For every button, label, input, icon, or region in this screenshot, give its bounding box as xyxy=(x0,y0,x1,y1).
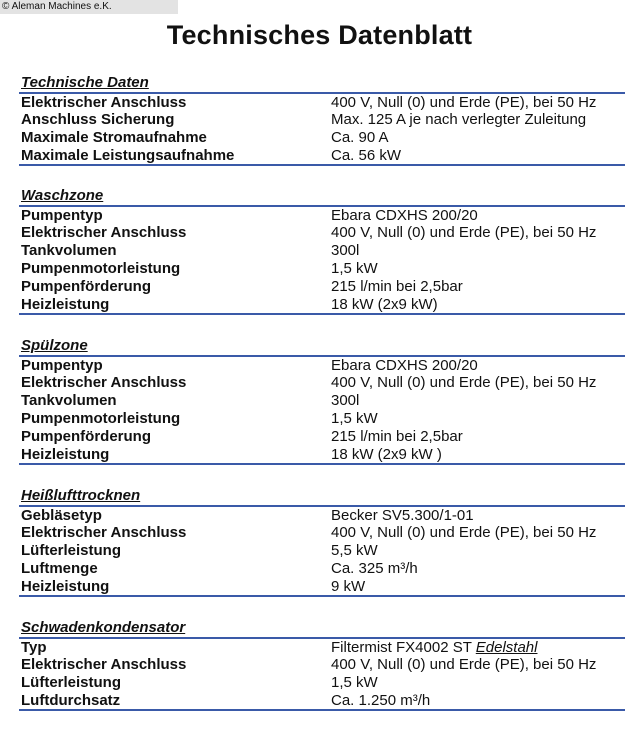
spec-value-text: 300l xyxy=(331,391,360,409)
spec-value-emphasis: Edelstahl xyxy=(475,638,538,656)
spec-table xyxy=(19,92,625,166)
spec-value-text: 400 V, Null (0) und Erde (PE), bei 50 Hz xyxy=(331,373,597,391)
spec-value xyxy=(331,674,378,691)
section-title: Schwadenkondensator xyxy=(21,619,186,636)
spec-value-text: Ca. 1.250 m³/h xyxy=(331,691,431,709)
spec-value-text: 400 V, Null (0) und Erde (PE), bei 50 Hz xyxy=(331,523,597,541)
section-title: Technische Daten xyxy=(21,74,149,91)
spec-value-text: Max. 125 A je nach verlegter Zuleitung xyxy=(331,110,587,128)
page-title: Technisches Datenblatt xyxy=(166,20,473,50)
section-1 xyxy=(19,186,625,315)
spec-row xyxy=(19,94,625,110)
spec-label: Elektrischer Anschluss xyxy=(21,373,187,391)
section-4 xyxy=(19,618,625,711)
spec-value xyxy=(331,656,596,673)
spec-value xyxy=(331,111,586,128)
spec-value xyxy=(331,242,359,259)
spec-row xyxy=(19,391,625,409)
spec-value-text: 300l xyxy=(331,241,360,259)
spec-row xyxy=(19,277,625,295)
spec-row xyxy=(19,507,625,523)
spec-label: Pumpentyp xyxy=(21,206,103,224)
spec-label: Pumpentyp xyxy=(21,356,103,374)
spec-row xyxy=(19,146,625,164)
spec-row xyxy=(19,673,625,691)
spec-value-text: Ca. 325 m³/h xyxy=(331,559,418,577)
spec-value xyxy=(331,560,418,577)
section-title: Spülzone xyxy=(21,337,88,354)
spec-value xyxy=(331,147,401,164)
section-3 xyxy=(19,486,625,597)
spec-row xyxy=(19,259,625,277)
spec-label: Elektrischer Anschluss xyxy=(21,223,187,241)
spec-label: Elektrischer Anschluss xyxy=(21,93,187,111)
spec-value xyxy=(331,94,596,111)
spec-row xyxy=(19,128,625,146)
spec-value xyxy=(331,524,596,541)
spec-value xyxy=(331,639,537,656)
spec-label: Luftdurchsatz xyxy=(21,691,121,709)
spec-value-text: Ebara CDXHS 200/20 xyxy=(331,356,478,374)
copyright-watermark: © Aleman Machines e.K. xyxy=(0,0,178,14)
spec-value-text: 1,5 kW xyxy=(331,259,378,277)
spec-value xyxy=(331,446,442,463)
spec-label: Gebläsetyp xyxy=(21,506,102,524)
spec-row xyxy=(19,691,625,709)
spec-value xyxy=(331,357,478,374)
spec-value xyxy=(331,207,478,224)
spec-row xyxy=(19,559,625,577)
spec-row xyxy=(19,577,625,595)
spec-label: Maximale Stromaufnahme xyxy=(21,128,207,146)
spec-value-text: Ca. 56 kW xyxy=(331,146,402,164)
section-title: Heißlufttrocknen xyxy=(21,487,141,504)
section-0 xyxy=(19,73,625,166)
spec-value-text: Becker SV5.300/1-01 xyxy=(331,506,474,524)
spec-row xyxy=(19,541,625,559)
spec-value xyxy=(331,129,389,146)
spec-value-text: 5,5 kW xyxy=(331,541,378,559)
spec-value xyxy=(331,428,463,445)
spec-value-text: 18 kW (2x9 kW ) xyxy=(331,445,442,463)
spec-label: Luftmenge xyxy=(21,559,98,577)
spec-value xyxy=(331,507,474,524)
spec-value xyxy=(331,374,596,391)
spec-value xyxy=(331,296,438,313)
spec-label: Lüfterleistung xyxy=(21,673,121,691)
spec-label: Pumpenmotorleistung xyxy=(21,409,181,427)
spec-value-text: 400 V, Null (0) und Erde (PE), bei 50 Hz xyxy=(331,93,597,111)
spec-table xyxy=(19,355,625,465)
spec-value-text: Ebara CDXHS 200/20 xyxy=(331,206,478,224)
spec-label: Heizleistung xyxy=(21,295,110,313)
spec-label: Anschluss Sicherung xyxy=(21,110,175,128)
spec-value xyxy=(331,542,378,559)
spec-row xyxy=(19,639,625,655)
spec-row xyxy=(19,373,625,391)
spec-row xyxy=(19,295,625,313)
spec-table xyxy=(19,205,625,315)
spec-value-text: 400 V, Null (0) und Erde (PE), bei 50 Hz xyxy=(331,223,597,241)
spec-label: Typ xyxy=(21,638,47,656)
spec-value xyxy=(331,410,378,427)
spec-value xyxy=(331,578,365,595)
spec-row xyxy=(19,655,625,673)
spec-label: Elektrischer Anschluss xyxy=(21,523,187,541)
spec-value-text: 215 l/min bei 2,5bar xyxy=(331,277,463,295)
spec-label: Lüfterleistung xyxy=(21,541,121,559)
spec-row xyxy=(19,241,625,259)
spec-row xyxy=(19,523,625,541)
spec-value xyxy=(331,224,596,241)
spec-label: Elektrischer Anschluss xyxy=(21,655,187,673)
spec-label: Pumpenmotorleistung xyxy=(21,259,181,277)
spec-label: Tankvolumen xyxy=(21,241,117,259)
spec-value-text: 9 kW xyxy=(331,577,366,595)
section-title: Waschzone xyxy=(21,187,104,204)
spec-row xyxy=(19,110,625,128)
spec-value xyxy=(331,278,463,295)
spec-row xyxy=(19,357,625,373)
spec-value-text: 215 l/min bei 2,5bar xyxy=(331,427,463,445)
spec-table xyxy=(19,505,625,597)
spec-label: Pumpenförderung xyxy=(21,277,151,295)
spec-row xyxy=(19,207,625,223)
spec-label: Maximale Leistungsaufnahme xyxy=(21,146,235,164)
spec-value xyxy=(331,260,378,277)
spec-row xyxy=(19,409,625,427)
spec-value-text: Ca. 90 A xyxy=(331,128,389,146)
spec-value-text: 18 kW (2x9 kW) xyxy=(331,295,438,313)
spec-label: Tankvolumen xyxy=(21,391,117,409)
spec-value-text: Filtermist FX4002 ST xyxy=(331,638,476,656)
spec-label: Pumpenförderung xyxy=(21,427,151,445)
spec-row xyxy=(19,427,625,445)
spec-value xyxy=(331,392,359,409)
section-2 xyxy=(19,336,625,465)
spec-label: Heizleistung xyxy=(21,577,110,595)
spec-label: Heizleistung xyxy=(21,445,110,463)
spec-table xyxy=(19,637,625,711)
spec-value-text: 400 V, Null (0) und Erde (PE), bei 50 Hz xyxy=(331,655,597,673)
spec-value xyxy=(331,692,430,709)
spec-value-text: 1,5 kW xyxy=(331,673,378,691)
spec-row xyxy=(19,445,625,463)
spec-row xyxy=(19,223,625,241)
spec-value-text: 1,5 kW xyxy=(331,409,378,427)
